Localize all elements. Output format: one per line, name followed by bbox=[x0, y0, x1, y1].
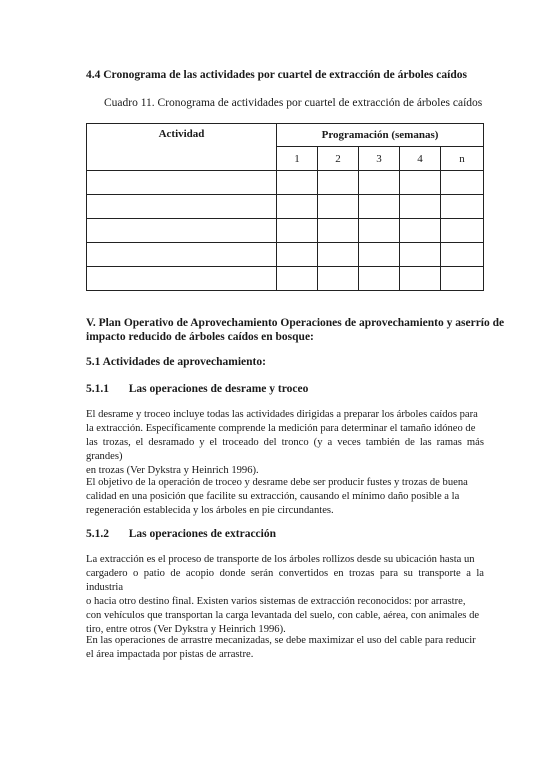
table-row bbox=[87, 171, 484, 195]
paragraph-line: con vehículos que transportan la carga levantada del suelo, con cable, aérea, con animales de bbox=[86, 610, 480, 621]
week-cell bbox=[400, 195, 441, 219]
week-cell bbox=[441, 195, 484, 219]
week-4: 4 bbox=[400, 147, 441, 171]
table-row bbox=[87, 267, 484, 291]
activity-cell bbox=[87, 243, 277, 267]
week-cell bbox=[400, 267, 441, 291]
section-5-1-2-title: Las operaciones de extracción bbox=[128, 528, 276, 540]
table-caption: Cuadro 11. Cronograma de actividades por cuartel de extracción de árboles caídos bbox=[104, 97, 483, 109]
section-5-1-heading: 5.1 Actividades de aprovechamiento: bbox=[86, 356, 266, 368]
week-cell bbox=[318, 171, 359, 195]
paragraph-line: tiro, entre otros (Ver Dykstra y Heinrich 1996). bbox=[86, 624, 286, 635]
week-2: 2 bbox=[318, 147, 359, 171]
week-1: 1 bbox=[277, 147, 318, 171]
table-row bbox=[87, 195, 484, 219]
week-cell bbox=[400, 219, 441, 243]
paragraph-line: las trozas, el desramado y el troceado del tronco (y a veces también de las ramas más grandes) bbox=[86, 437, 484, 462]
table-header-row bbox=[87, 124, 484, 147]
week-cell bbox=[400, 243, 441, 267]
paragraph-desrame-2 bbox=[86, 476, 484, 518]
paragraph-line: El desrame y troceo incluye todas las actividades dirigidas a preparar los árboles caídos para bbox=[86, 409, 478, 420]
table-row bbox=[87, 219, 484, 243]
week-cell bbox=[441, 267, 484, 291]
paragraph-line: regeneración establecida y los árboles en pie circundantes. bbox=[86, 505, 334, 516]
activity-cell bbox=[87, 171, 277, 195]
header-schedule: Programación (semanas) bbox=[277, 124, 484, 147]
section-4-4-heading: 4.4 Cronograma de las actividades por cuartel de extracción de árboles caídos bbox=[86, 69, 467, 81]
week-cell bbox=[277, 267, 318, 291]
week-cell bbox=[400, 171, 441, 195]
paragraph-line: La extracción es el proceso de transporte de los árboles rollizos desde su ubicación hasta un bbox=[86, 554, 475, 565]
week-cell bbox=[277, 243, 318, 267]
week-cell bbox=[318, 267, 359, 291]
section-v-heading-line1: V. Plan Operativo de Aprovechamiento Operaciones de aprovechamiento y aserrío de bbox=[86, 317, 505, 329]
activity-cell bbox=[87, 219, 277, 243]
week-cell bbox=[318, 195, 359, 219]
activity-cell bbox=[87, 195, 277, 219]
activity-cell bbox=[87, 267, 277, 291]
header-activity: Actividad bbox=[87, 124, 277, 171]
week-cell bbox=[359, 171, 400, 195]
week-cell bbox=[441, 171, 484, 195]
schedule-table bbox=[86, 123, 484, 291]
section-v-heading-line2: impacto reducido de árboles caídos en bosque: bbox=[86, 331, 314, 343]
section-5-1-1-heading bbox=[86, 382, 308, 397]
week-cell bbox=[277, 219, 318, 243]
paragraph-line: cargadero o patio de acopio donde serán convertidos en trozas para su transporte a la industria bbox=[86, 568, 484, 593]
week-3: 3 bbox=[359, 147, 400, 171]
paragraph-line: el área impactada por pistas de arrastre. bbox=[86, 649, 254, 660]
paragraph-line: En las operaciones de arrastre mecanizadas, se debe maximizar el uso del cable para reducir bbox=[86, 635, 476, 646]
paragraph-desrame-1 bbox=[86, 408, 484, 478]
week-cell bbox=[359, 243, 400, 267]
paragraph-line: El objetivo de la operación de troceo y desrame debe ser producir fustes y trozas de buena bbox=[86, 477, 468, 488]
paragraph-line: o hacia otro destino final. Existen varios sistemas de extracción reconocidos: por arrastre, bbox=[86, 596, 466, 607]
week-cell bbox=[441, 243, 484, 267]
week-cell bbox=[359, 195, 400, 219]
week-cell bbox=[277, 195, 318, 219]
table-row bbox=[87, 243, 484, 267]
section-5-1-2-heading bbox=[86, 527, 276, 542]
section-5-1-1-title: Las operaciones de desrame y troceo bbox=[128, 383, 309, 395]
section-5-1-1-number: 5.1.1 bbox=[86, 383, 109, 395]
week-n: n bbox=[441, 147, 484, 171]
week-cell bbox=[318, 219, 359, 243]
section-5-1-2-number: 5.1.2 bbox=[86, 528, 109, 540]
paragraph-line: en trozas (Ver Dykstra y Heinrich 1996). bbox=[86, 465, 259, 476]
week-cell bbox=[277, 171, 318, 195]
week-cell bbox=[359, 267, 400, 291]
paragraph-extraccion-1 bbox=[86, 553, 484, 637]
paragraph-extraccion-2 bbox=[86, 634, 484, 662]
paragraph-line: calidad en una posición que facilite su extracción, causando el mínimo daño posible a la bbox=[86, 491, 460, 502]
week-cell bbox=[359, 219, 400, 243]
week-cell bbox=[441, 219, 484, 243]
paragraph-line: la extracción. Específicamente comprende la medición para determinar el tamaño idóneo de bbox=[86, 423, 476, 434]
week-cell bbox=[318, 243, 359, 267]
